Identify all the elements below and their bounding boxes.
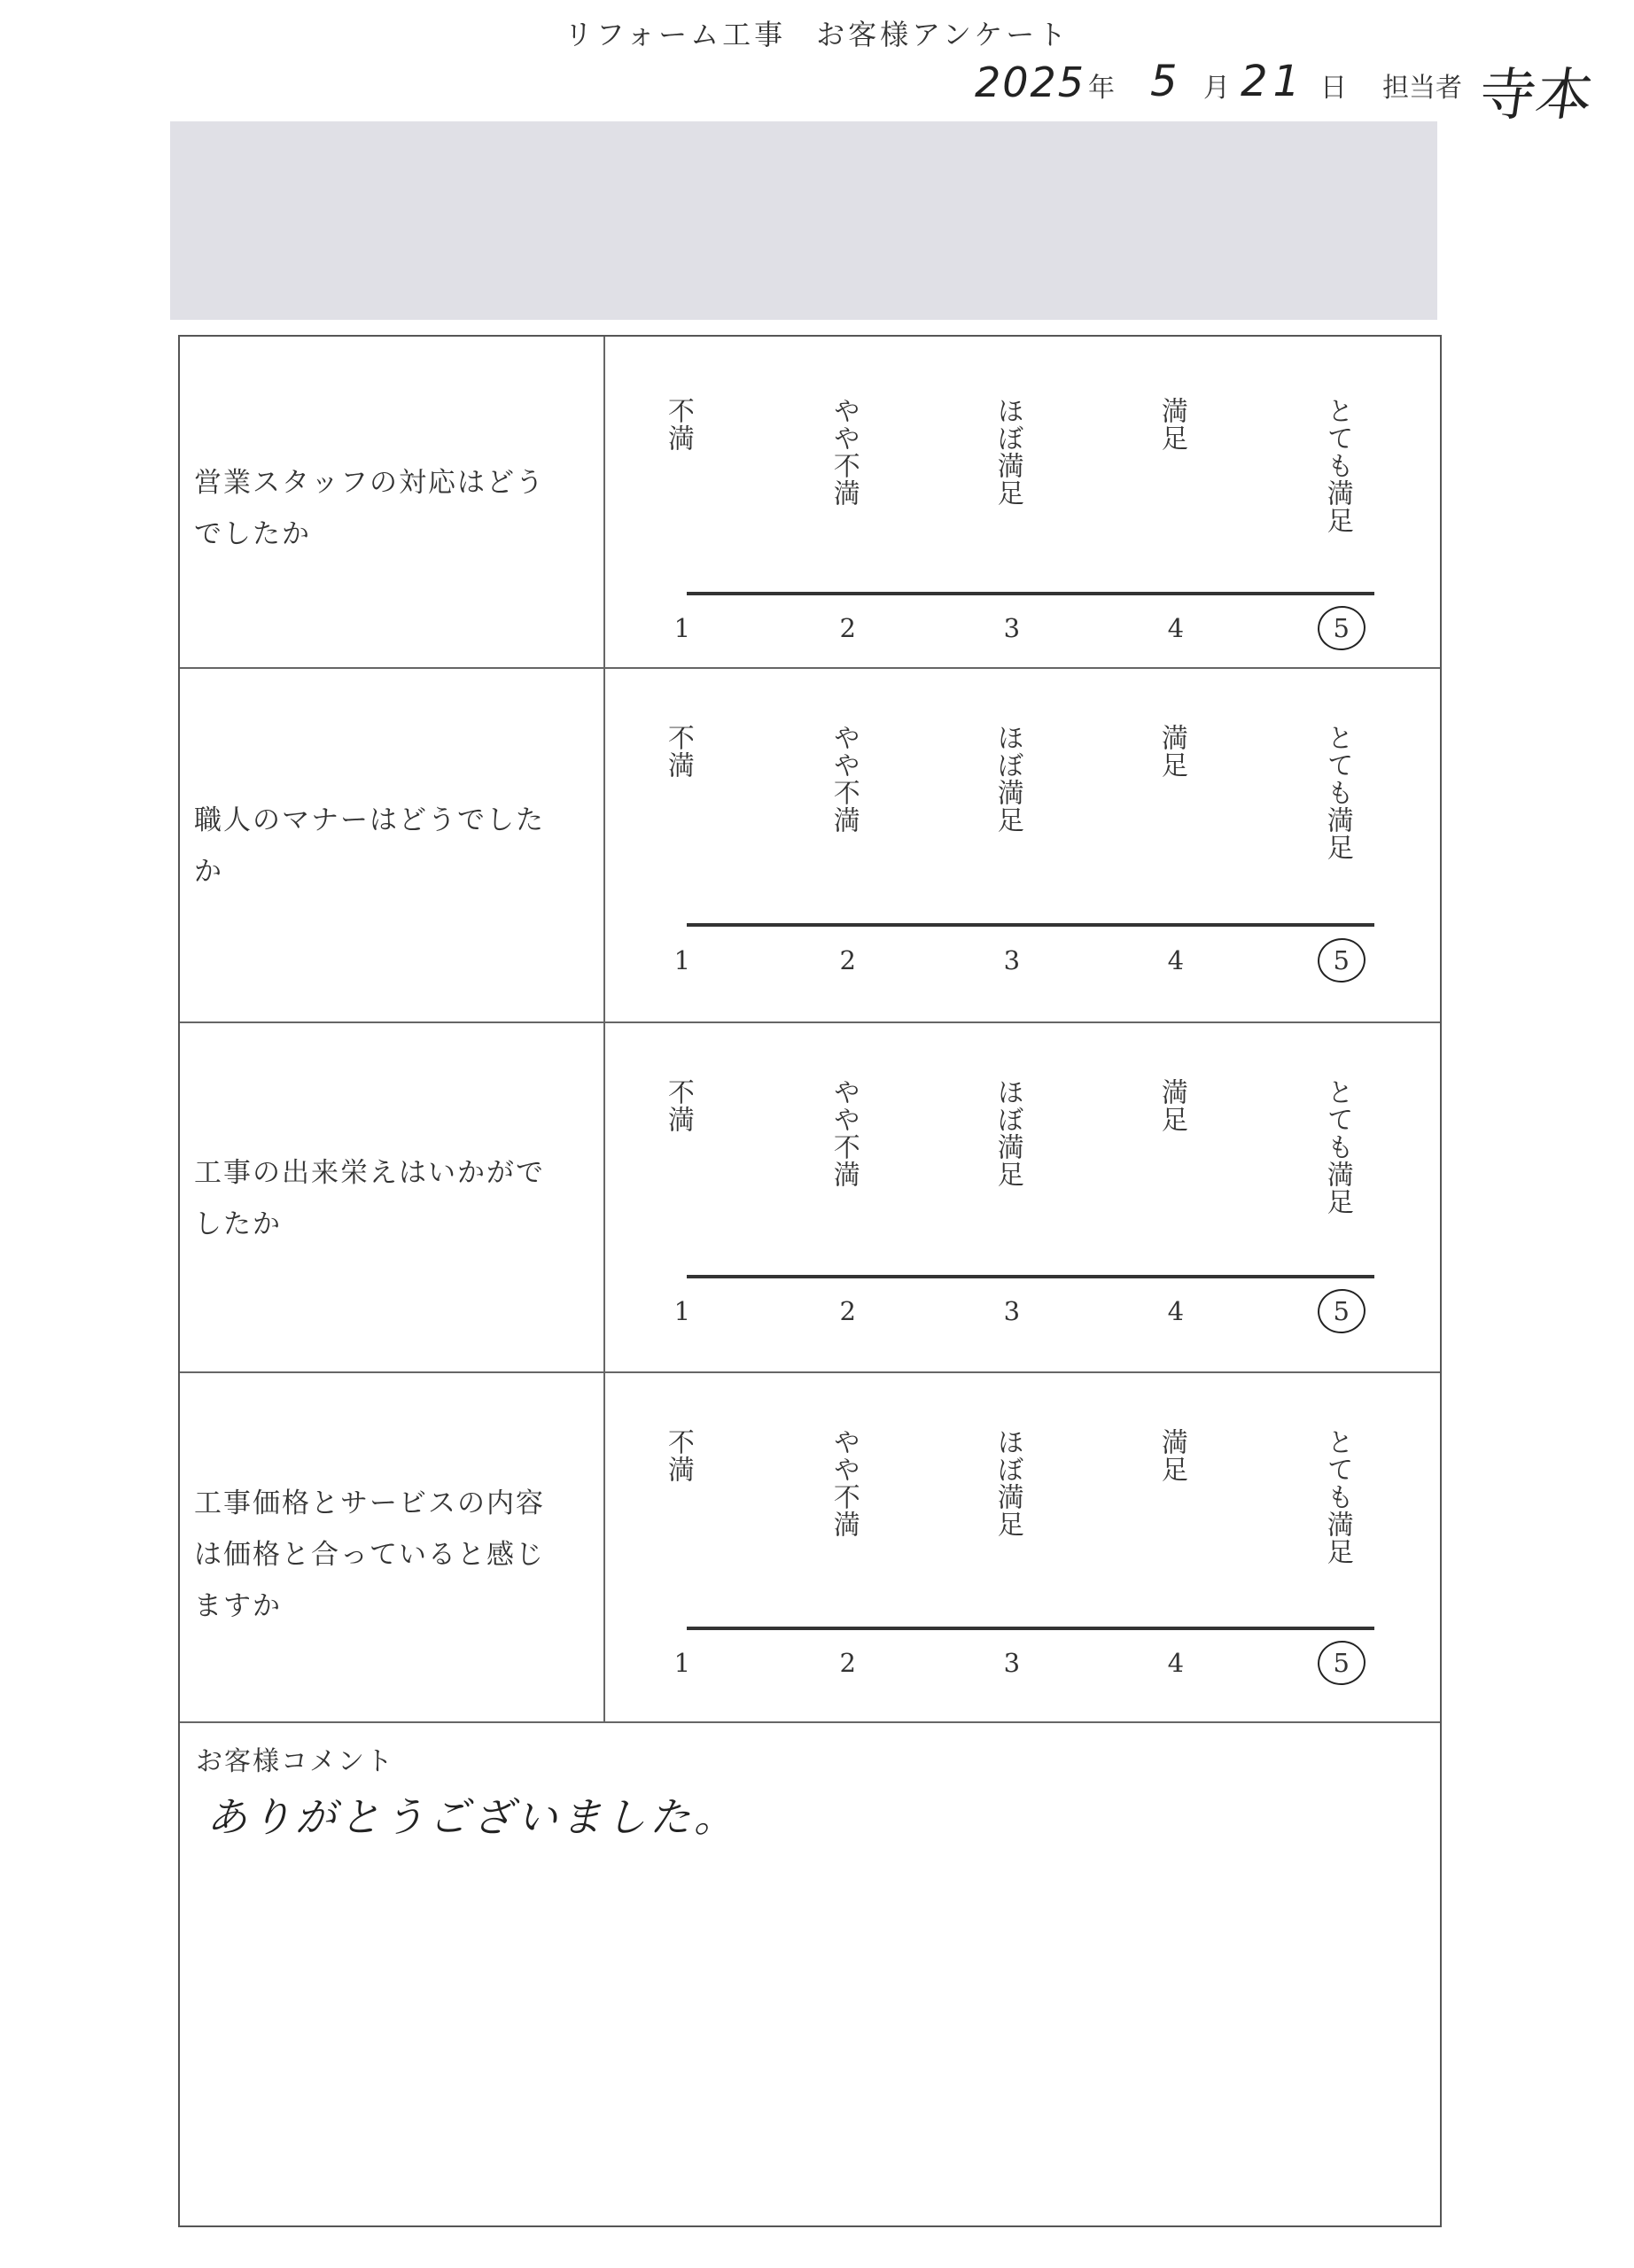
rating-scale [605, 669, 1440, 1021]
date-year-label: 年 [1088, 73, 1115, 104]
scale-option-label: 満足 [1155, 1078, 1187, 1133]
scale-number[interactable]: 5 [1333, 1296, 1350, 1326]
date-month-label: 月 [1203, 73, 1230, 104]
question-row [180, 337, 1440, 669]
scale-option-label: 不満 [662, 397, 694, 452]
scale-number[interactable]: 4 [1167, 945, 1185, 975]
scale-number[interactable]: 3 [1003, 1648, 1021, 1678]
rating-scale [605, 337, 1440, 667]
scale-number[interactable]: 4 [1167, 613, 1185, 643]
scale-number[interactable]: 5 [1333, 613, 1350, 643]
scale-option-label: 不満 [662, 724, 694, 779]
scale-number[interactable]: 2 [839, 1296, 856, 1326]
scale-axis-line [687, 592, 1374, 595]
scale-option-label: とても満足 [1321, 1078, 1353, 1216]
scale-number[interactable]: 1 [673, 1296, 691, 1326]
question-text: 職人のマナーはどうでしたか [194, 804, 545, 888]
staff-signature: 寺本 [1474, 63, 1598, 128]
question-row [180, 1023, 1440, 1373]
scale-option-label: とても満足 [1321, 724, 1353, 861]
scale-option-label: ほぼ満足 [992, 724, 1023, 834]
staff-label: 担当者 [1382, 73, 1462, 104]
scale-option-label: 満足 [1155, 724, 1187, 779]
survey-title-main: リフォーム工事 [564, 18, 787, 51]
question-row [180, 669, 1440, 1023]
survey-title [0, 12, 1634, 53]
scale-axis-line [687, 1275, 1374, 1278]
date-day-value: 21 [1241, 57, 1306, 106]
date-month-value: 5 [1150, 57, 1178, 106]
scale-option-label: やや不満 [828, 724, 860, 834]
rating-scale [605, 1023, 1440, 1371]
question-cell [180, 669, 605, 1021]
date-year-value: 2025 [975, 58, 1086, 106]
scale-number[interactable]: 3 [1003, 1296, 1021, 1326]
question-cell [180, 1373, 605, 1721]
scale-number[interactable]: 3 [1003, 613, 1021, 643]
rating-scale [605, 1373, 1440, 1721]
scale-option-label: 不満 [662, 1428, 694, 1483]
scale-option-label: やや不満 [828, 1428, 860, 1538]
scale-number[interactable]: 5 [1333, 945, 1350, 975]
comment-text: ありがとうございました。 [206, 1793, 738, 1841]
scale-option-label: 満足 [1155, 1428, 1187, 1483]
survey-title-sub: お客様アンケート [816, 18, 1070, 51]
scale-option-label: とても満足 [1321, 1428, 1353, 1565]
scale-option-label: ほぼ満足 [992, 397, 1023, 507]
comment-section [180, 1723, 1440, 2225]
scale-option-label: 満足 [1155, 397, 1187, 452]
scale-number[interactable]: 4 [1167, 1648, 1185, 1678]
scale-option-label: ほぼ満足 [992, 1428, 1023, 1538]
scale-number[interactable]: 5 [1333, 1648, 1350, 1678]
question-text: 工事の出来栄えはいかがでしたか [194, 1157, 545, 1240]
comment-label: お客様コメント [196, 1746, 394, 1777]
selected-rating-circle [1315, 1285, 1368, 1336]
selected-rating-circle [1315, 602, 1368, 653]
survey-table [178, 335, 1442, 2227]
scale-option-label: やや不満 [828, 397, 860, 507]
date-staff-line [975, 55, 1598, 128]
selected-rating-circle [1315, 1637, 1368, 1688]
scale-number[interactable]: 1 [673, 945, 691, 975]
scale-number[interactable]: 2 [839, 945, 856, 975]
question-cell [180, 1023, 605, 1371]
scale-number[interactable]: 3 [1003, 945, 1021, 975]
question-text: 営業スタッフの対応はどうでしたか [194, 467, 545, 550]
scale-option-label: 不満 [662, 1078, 694, 1133]
scale-number[interactable]: 2 [839, 613, 856, 643]
selected-rating-circle [1315, 935, 1368, 985]
scale-axis-line [687, 923, 1374, 927]
scale-number[interactable]: 2 [839, 1648, 856, 1678]
scale-number[interactable]: 1 [673, 613, 691, 643]
scale-option-label: ほぼ満足 [992, 1078, 1023, 1188]
date-day-label: 日 [1320, 73, 1347, 104]
question-text: 工事価格とサービスの内容は価格と合っていると感じますか [194, 1487, 545, 1622]
scale-number[interactable]: 4 [1167, 1296, 1185, 1326]
scale-number[interactable]: 1 [673, 1648, 691, 1678]
question-row [180, 1373, 1440, 1723]
redacted-customer-info [170, 121, 1437, 320]
scale-option-label: とても満足 [1321, 397, 1353, 534]
scale-option-label: やや不満 [828, 1078, 860, 1188]
scale-axis-line [687, 1627, 1374, 1630]
question-cell [180, 337, 605, 667]
